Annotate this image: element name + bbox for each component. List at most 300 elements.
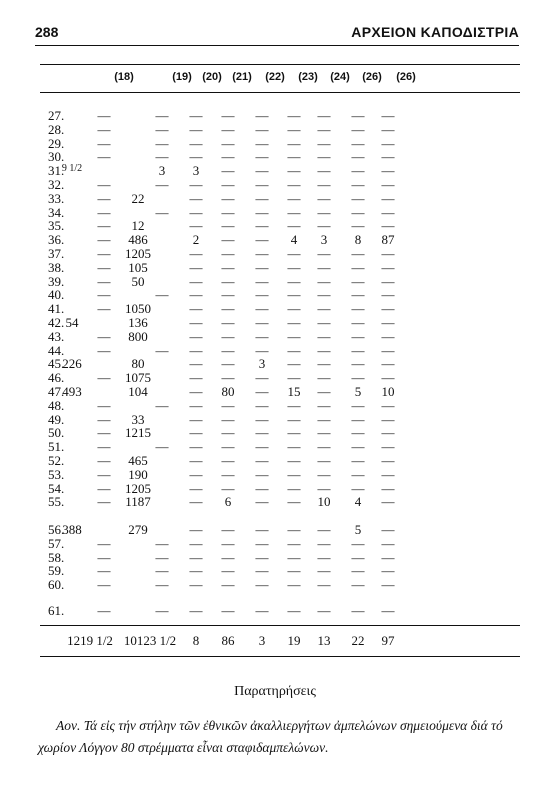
table-cell: —	[155, 603, 169, 618]
table-cell: —	[189, 563, 203, 579]
row-label: 34.	[48, 204, 65, 220]
table-cell: —	[351, 480, 365, 496]
table-cell: —	[221, 549, 235, 565]
table-cell: —	[351, 218, 365, 234]
table-cell: —	[287, 135, 301, 151]
table-cell: —	[221, 397, 235, 413]
table-cell: —	[351, 466, 365, 482]
table-cell: —	[97, 177, 111, 192]
table-cell: 3	[192, 163, 200, 179]
row-label: 44.	[48, 342, 65, 358]
table-cell: —	[351, 328, 365, 344]
table-cell: —	[221, 577, 235, 593]
table-cell: —	[287, 287, 301, 303]
table-cell: —	[189, 135, 203, 151]
table-cell: —	[351, 135, 365, 151]
table-cell: —	[287, 480, 301, 496]
table-cell: —	[155, 204, 169, 220]
column-header: (22)	[265, 71, 285, 83]
table-cell: —	[287, 370, 301, 386]
table-cell: —	[189, 480, 203, 496]
table-cell: —	[97, 411, 111, 427]
table-cell: —	[287, 453, 301, 468]
table-cell: —	[97, 577, 111, 593]
table-cell: —	[287, 273, 301, 289]
table-cell: —	[221, 315, 235, 330]
table-cell: —	[97, 259, 111, 275]
table-cell: —	[317, 425, 331, 441]
table-cell: —	[97, 439, 111, 455]
table-cell: —	[255, 301, 269, 317]
table-cell: 15	[287, 384, 301, 399]
table-cell: —	[381, 453, 395, 468]
table-cell: —	[189, 273, 203, 289]
table-cell: —	[381, 204, 395, 220]
table-cell: —	[97, 218, 111, 234]
table-cell: —	[351, 370, 365, 386]
table-cell: —	[287, 494, 301, 510]
table-cell: —	[317, 453, 331, 468]
total-cell: 19	[287, 633, 301, 648]
row-label: 29.	[48, 135, 65, 151]
table-cell: —	[287, 301, 301, 317]
table-cell: —	[97, 370, 111, 386]
table-cell: 279	[128, 522, 148, 537]
table-cell: —	[317, 603, 331, 618]
table-cell: —	[351, 273, 365, 289]
table-cell: —	[381, 466, 395, 482]
table-cell: —	[381, 149, 395, 165]
table-cell: —	[381, 328, 395, 344]
table-cell: —	[221, 439, 235, 455]
table-cell: —	[381, 603, 395, 618]
table-cell: —	[287, 549, 301, 565]
table-cell: —	[317, 204, 331, 220]
table-cell: —	[287, 356, 301, 372]
table-cell: 5	[354, 522, 362, 537]
row-label: 39.	[48, 273, 65, 289]
table-cell: —	[255, 466, 269, 482]
table-cell: —	[189, 328, 203, 344]
table-cell: —	[189, 315, 203, 330]
table-cell: —	[381, 177, 395, 192]
table-cell: —	[255, 370, 269, 386]
row-label: 38.	[48, 259, 65, 275]
table-cell: —	[189, 370, 203, 386]
column-header: (21)	[232, 71, 252, 83]
table-cell: —	[189, 577, 203, 593]
table-cell: 226	[62, 356, 82, 372]
row-label: 59.	[48, 563, 65, 579]
table-cell: —	[255, 603, 269, 618]
table-cell: —	[189, 535, 203, 551]
table-cell: —	[287, 563, 301, 579]
table-cell: —	[155, 563, 169, 579]
total-cell: 86	[221, 633, 235, 648]
table-cell: —	[287, 315, 301, 330]
row-label: 52.	[48, 453, 65, 468]
table-cell: —	[221, 163, 235, 179]
table-cell: 4	[354, 494, 362, 510]
row-label: 37.	[48, 246, 65, 261]
row-label: 30.	[48, 149, 65, 165]
row-label: 43.	[48, 328, 65, 344]
table-cell: —	[287, 425, 301, 441]
table-cell: —	[317, 218, 331, 234]
table-cell: —	[287, 535, 301, 551]
column-header: (23)	[298, 71, 318, 83]
table-cell: —	[317, 287, 331, 303]
total-cell: 22	[351, 633, 365, 648]
table-cell: —	[221, 356, 235, 372]
table-cell: —	[221, 246, 235, 261]
table-cell: —	[317, 108, 331, 123]
table-cell: —	[189, 342, 203, 358]
table-cell: —	[351, 342, 365, 358]
table-cell: —	[221, 108, 235, 123]
table-cell: —	[189, 603, 203, 618]
table-cell: —	[255, 246, 269, 261]
table-cell: —	[381, 218, 395, 234]
table-cell: —	[351, 259, 365, 275]
table-cell: —	[189, 522, 203, 537]
table-cell: —	[351, 577, 365, 593]
table-cell: —	[381, 121, 395, 137]
table-cell: —	[189, 384, 203, 399]
table-cell: —	[97, 301, 111, 317]
totals-top-rule	[40, 625, 520, 626]
table-cell: —	[381, 108, 395, 123]
table-cell: —	[221, 259, 235, 275]
table-cell: —	[155, 108, 169, 123]
table-cell: —	[97, 563, 111, 579]
row-label: 35.	[48, 218, 65, 234]
table-cell: —	[317, 121, 331, 137]
table-cell: —	[287, 204, 301, 220]
table-cell: —	[221, 149, 235, 165]
table-cell: —	[97, 494, 111, 510]
table-cell: —	[221, 370, 235, 386]
table-cell: —	[221, 232, 235, 248]
row-label: 54.	[48, 480, 65, 496]
table-cell: —	[351, 397, 365, 413]
table-cell: 136	[128, 315, 148, 330]
table-cell: —	[381, 135, 395, 151]
table-cell: —	[97, 232, 111, 248]
table-cell: —	[381, 273, 395, 289]
table-cell: —	[221, 301, 235, 317]
header-rule	[35, 45, 519, 46]
column-header: (18)	[114, 71, 134, 83]
table-cell: —	[97, 135, 111, 151]
table-cell: —	[381, 439, 395, 455]
table-cell: —	[351, 535, 365, 551]
table-cell: —	[381, 259, 395, 275]
table-cell: —	[381, 370, 395, 386]
table-cell: 22	[131, 190, 145, 206]
table-cell: —	[317, 246, 331, 261]
table-cell: —	[255, 232, 269, 248]
table-cell: —	[317, 315, 331, 330]
table-cell: —	[381, 190, 395, 206]
page-number: 288	[35, 24, 59, 40]
row-label: 42.	[48, 315, 65, 330]
table-cell: 50	[131, 273, 145, 289]
table-cell: —	[317, 384, 331, 399]
table-cell: 800	[128, 328, 148, 344]
table-cell: 33	[131, 411, 145, 427]
row-label: 27.	[48, 108, 65, 123]
table-cell: —	[255, 384, 269, 399]
page-header	[35, 24, 519, 44]
table-cell: —	[381, 301, 395, 317]
table-cell: —	[189, 287, 203, 303]
table-cell: —	[97, 466, 111, 482]
row-label: 31.	[48, 163, 65, 179]
table-cell: —	[381, 356, 395, 372]
table-cell: —	[97, 453, 111, 468]
table-cell: —	[97, 149, 111, 165]
table-cell: 1205	[125, 246, 151, 261]
table-cell: —	[189, 204, 203, 220]
table-cell: —	[221, 190, 235, 206]
table-cell: —	[317, 370, 331, 386]
total-cell: 13	[317, 633, 331, 648]
column-header: (19)	[172, 71, 192, 83]
table-cell: —	[317, 563, 331, 579]
table-cell: —	[287, 342, 301, 358]
table-cell: —	[189, 246, 203, 261]
table-cell: —	[317, 535, 331, 551]
row-label: 58.	[48, 549, 65, 565]
table-cell: —	[287, 246, 301, 261]
table-cell: —	[255, 453, 269, 468]
table-cell: —	[287, 149, 301, 165]
table-cell: —	[97, 342, 111, 358]
column-header: (26)	[362, 71, 382, 83]
table-cell: —	[221, 135, 235, 151]
table-cell: —	[351, 453, 365, 468]
table-cell: —	[381, 425, 395, 441]
row-label: 55.	[48, 494, 65, 510]
total-cell: 8	[192, 633, 200, 648]
table-cell: —	[287, 177, 301, 192]
table-cell: —	[221, 328, 235, 344]
table-cell: —	[255, 204, 269, 220]
table-cell: 10	[381, 384, 395, 399]
table-cell: —	[287, 577, 301, 593]
table-cell: —	[255, 522, 269, 537]
table-cell: —	[255, 549, 269, 565]
table-cell: —	[351, 163, 365, 179]
table-cell: —	[97, 603, 111, 618]
row-label: 56.	[48, 522, 65, 537]
table-cell: —	[287, 121, 301, 137]
table-cell: —	[255, 480, 269, 496]
table-cell: —	[189, 425, 203, 441]
table-cell: —	[97, 397, 111, 413]
table-cell: —	[287, 190, 301, 206]
table-cell: 190	[128, 466, 148, 482]
row-label: 53.	[48, 466, 65, 482]
table-cell: —	[351, 563, 365, 579]
row-label: 45.	[48, 356, 65, 372]
running-title: ΑΡΧΕΙΟΝ ΚΑΠΟΔΙΣΤΡΙΑ	[351, 24, 519, 40]
table-cell: —	[255, 121, 269, 137]
table-cell: 1050	[125, 301, 151, 317]
table-cell: —	[221, 535, 235, 551]
table-cell: —	[317, 149, 331, 165]
table-cell: —	[221, 480, 235, 496]
table-cell: —	[221, 425, 235, 441]
table-cell: —	[287, 411, 301, 427]
table-cell: —	[189, 466, 203, 482]
table-cell: —	[97, 246, 111, 261]
table-cell: —	[381, 315, 395, 330]
table-cell: —	[351, 177, 365, 192]
table-cell: —	[255, 259, 269, 275]
table-cell: —	[255, 563, 269, 579]
table-cell: —	[317, 273, 331, 289]
table-cell: —	[97, 425, 111, 441]
table-cell: —	[155, 342, 169, 358]
table-cell: —	[255, 535, 269, 551]
observations-text: Αον. Τά εἰς τήν στήλην τῶν ἐθνικῶν ἀκαλλιεργήτων ἀμπελώνων σημειούμενα διά τό χωρίον Λόγγον 80 στρέμματα εἶναι σταφιδαμπελώνων.	[38, 718, 503, 755]
table-cell: —	[317, 577, 331, 593]
table-cell: —	[255, 577, 269, 593]
table-cell: —	[317, 480, 331, 496]
table-cell: —	[97, 108, 111, 123]
table-cell: —	[155, 397, 169, 413]
table-cell: 2	[192, 232, 200, 248]
table-cell: —	[255, 135, 269, 151]
table-cell: —	[155, 177, 169, 192]
table-cell: —	[287, 328, 301, 344]
table-cell: 87	[381, 232, 395, 248]
table-cell: —	[317, 522, 331, 537]
row-label: 47.	[48, 384, 65, 399]
table-cell: —	[351, 190, 365, 206]
table-cell: 104	[128, 384, 148, 399]
table-cell: —	[381, 563, 395, 579]
table-cell: —	[287, 439, 301, 455]
table-cell: —	[189, 356, 203, 372]
table-cell: —	[287, 163, 301, 179]
table-cell: 388	[62, 522, 82, 537]
total-cell: 97	[381, 633, 395, 648]
table-cell: 54	[65, 315, 79, 330]
table-cell: —	[317, 177, 331, 192]
table-cell: 5	[354, 384, 362, 399]
table-cell: —	[381, 342, 395, 358]
row-label: 61.	[48, 603, 65, 618]
column-header: (26)	[396, 71, 416, 83]
table-cell: 9 1/2	[61, 163, 83, 175]
table-cell: —	[221, 453, 235, 468]
table-cell: 3	[158, 163, 166, 179]
table-cell: 1205	[125, 480, 151, 496]
row-label: 33.	[48, 190, 65, 206]
table-cell: —	[255, 397, 269, 413]
table-cell: —	[317, 397, 331, 413]
table-cell: —	[255, 218, 269, 234]
table-cell: —	[317, 301, 331, 317]
total-cell: 10123 1/2	[123, 633, 177, 648]
table-cell: —	[189, 494, 203, 510]
table-cell: —	[317, 356, 331, 372]
table-cell: —	[381, 163, 395, 179]
table-cell: —	[221, 273, 235, 289]
table-cell: —	[287, 466, 301, 482]
table-cell: 8	[354, 232, 362, 248]
table-cell: —	[97, 535, 111, 551]
table-cell: —	[351, 549, 365, 565]
table-cell: 465	[128, 453, 148, 468]
table-cell: —	[287, 522, 301, 537]
table-cell: —	[155, 535, 169, 551]
table-cell: —	[221, 342, 235, 358]
table-cell: —	[351, 108, 365, 123]
table-cell: —	[155, 549, 169, 565]
table-cell: —	[351, 121, 365, 137]
row-label: 46.	[48, 370, 65, 386]
table-cell: —	[317, 259, 331, 275]
table-cell: —	[317, 190, 331, 206]
table-cell: —	[287, 397, 301, 413]
table-cell: —	[155, 287, 169, 303]
row-label: 51.	[48, 439, 65, 455]
table-cell: —	[317, 342, 331, 358]
table-cell: —	[189, 453, 203, 468]
table-cell: —	[255, 425, 269, 441]
table-cell: —	[317, 411, 331, 427]
table-cell: 493	[62, 384, 82, 399]
table-cell: —	[255, 439, 269, 455]
table-cell: 1187	[125, 494, 151, 510]
table-cell: —	[97, 287, 111, 303]
table-cell: —	[221, 563, 235, 579]
table-cell: —	[255, 328, 269, 344]
table-cell: —	[287, 603, 301, 618]
table-cell: —	[255, 177, 269, 192]
table-cell: —	[221, 177, 235, 192]
table-cell: 12	[131, 218, 145, 234]
row-label: 50.	[48, 425, 65, 441]
table-cell: —	[351, 301, 365, 317]
table-cell: —	[317, 135, 331, 151]
table-cell: —	[221, 522, 235, 537]
table-cell: 3	[258, 356, 266, 372]
table-cell: —	[381, 411, 395, 427]
table-cell: 3	[320, 232, 328, 248]
table-cell: —	[255, 149, 269, 165]
table-cell: —	[97, 549, 111, 565]
table-cell: —	[155, 439, 169, 455]
table-cell: —	[189, 218, 203, 234]
table-cell: —	[97, 328, 111, 344]
table-cell: —	[189, 108, 203, 123]
table-cell: —	[381, 246, 395, 261]
table-cell: —	[155, 149, 169, 165]
table-cell: —	[189, 301, 203, 317]
table-cell: 4	[290, 232, 298, 248]
table-cell: —	[287, 218, 301, 234]
table-cell: —	[255, 494, 269, 510]
table-cell: —	[287, 108, 301, 123]
table-cell: —	[221, 603, 235, 618]
table-cell: —	[221, 204, 235, 220]
table-cell: —	[189, 149, 203, 165]
